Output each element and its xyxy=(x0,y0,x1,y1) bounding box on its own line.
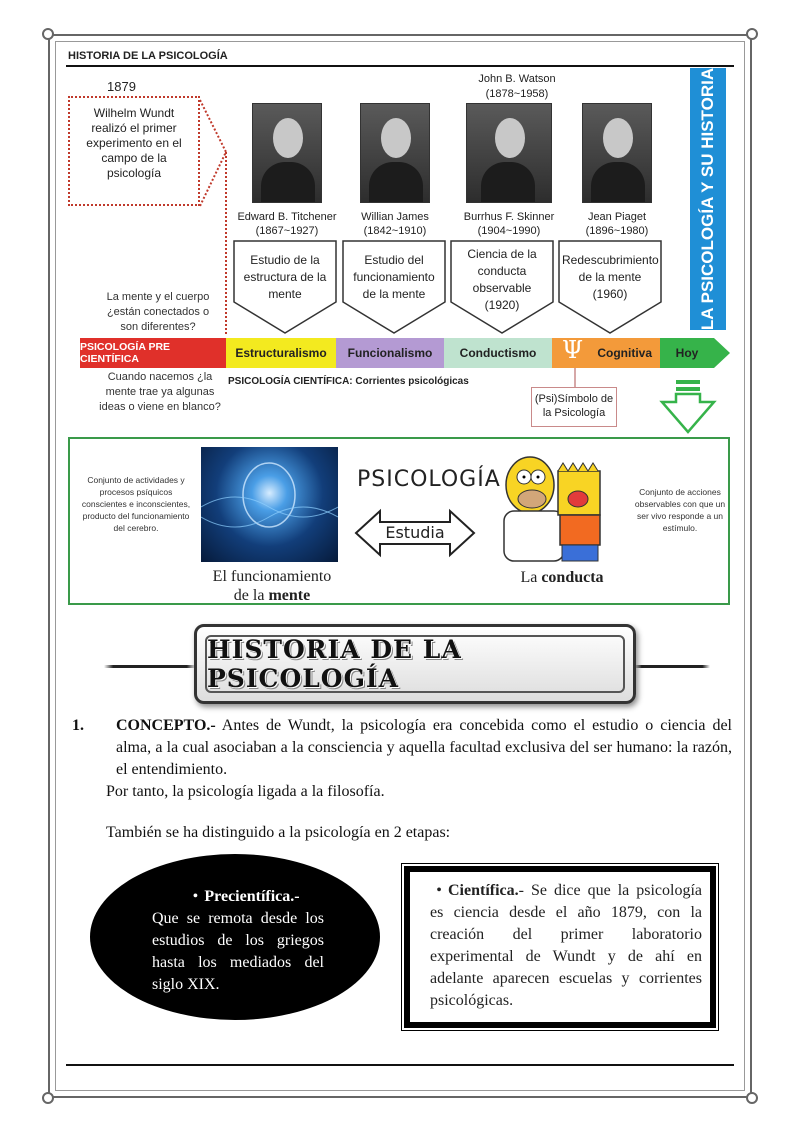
corner-ornament xyxy=(42,1092,54,1104)
wundt-callout xyxy=(68,96,200,206)
homer-bart-illustration xyxy=(486,447,622,565)
wundt-line: Wilhelm Wundt xyxy=(93,106,175,120)
precientifica-content xyxy=(152,886,324,996)
pentagon-card xyxy=(558,240,662,334)
cientifica-title: Científica. xyxy=(448,882,519,899)
psi-icon: Ψ xyxy=(562,336,584,364)
psi-caption: (Psi)Símbolo de la Psicología xyxy=(531,387,617,427)
item-number: 1. xyxy=(72,717,84,734)
watson-name: John B. Watson xyxy=(478,73,556,85)
portrait-caption xyxy=(232,210,342,238)
mente-label xyxy=(205,567,339,605)
portrait-years: (1867~1927) xyxy=(255,225,319,237)
skinner-portrait xyxy=(466,103,552,203)
concept-paragraph xyxy=(72,715,732,781)
titchener-portrait xyxy=(252,103,322,203)
vertical-banner xyxy=(690,68,726,330)
pentagon-card xyxy=(342,240,446,334)
banner-rule-left xyxy=(104,665,196,668)
conducta-definition: Conjunto de acciones observables con que un ser vivo responde a un estímulo. xyxy=(634,487,726,533)
portrait-years: (1842~1910) xyxy=(363,225,427,237)
portrait-name: Edward B. Titchener xyxy=(237,211,337,223)
watson-label xyxy=(462,72,572,102)
conducta-label-text: La xyxy=(520,569,538,586)
timeline-cognitiva xyxy=(552,338,660,368)
bullet-icon: • xyxy=(192,888,199,905)
wundt-line: experimento en el xyxy=(86,136,182,150)
bullet-icon: • xyxy=(436,882,442,899)
section-title-banner xyxy=(194,624,636,704)
down-arrow-icon xyxy=(658,378,718,436)
portrait-caption xyxy=(562,210,672,238)
precientifica-ellipse xyxy=(90,854,380,1020)
psi-connector xyxy=(570,368,580,388)
footer-rule xyxy=(66,1064,734,1066)
question-top: La mente y el cuerpo ¿están conectados o son diferentes? xyxy=(106,291,210,333)
cientifica-box xyxy=(404,866,716,1028)
running-header: HISTORIA DE LA PSICOLOGÍA xyxy=(68,50,228,62)
brain-illustration xyxy=(201,447,338,562)
timeline-arrow-head xyxy=(714,338,730,368)
estudia-label: Estudia xyxy=(385,523,445,542)
timeline-label: Estructuralismo xyxy=(235,346,327,360)
header-rule xyxy=(66,65,734,67)
timeline-bar xyxy=(80,338,730,368)
corner-ornament xyxy=(746,1092,758,1104)
pentagon-text: Ciencia de la conducta observable (1920) xyxy=(467,247,537,312)
banner-rule-right xyxy=(634,665,710,668)
conducta-label-bold: conducta xyxy=(541,569,604,586)
portrait-name: Willian James xyxy=(361,211,429,223)
pentagon-card xyxy=(450,240,554,334)
mente-label-line: de la xyxy=(233,587,265,604)
psicologia-title: PSICOLOGÍA xyxy=(357,467,501,492)
timeline-label: PSICOLOGÍA PRE CIENTÍFICA xyxy=(80,341,171,365)
timeline-label: Cognitiva xyxy=(597,346,652,360)
timeline-label: Hoy xyxy=(675,346,699,360)
concept-heading: CONCEPTO.- xyxy=(116,717,216,734)
watson-years: (1878~1958) xyxy=(485,88,549,100)
wundt-line: campo de la xyxy=(101,151,167,165)
portrait-years: (1904~1990) xyxy=(477,225,541,237)
pentagon-text: Estudio del funcionamiento de la mente xyxy=(353,253,435,301)
concept-text: Antes de Wundt, la psicología era concebida como el estudio o ciencia del alma, a la cual asociaban a la consciencia y aquella facultad exclusiva del ser humano: la razón, el entendimiento. xyxy=(116,717,732,778)
cientifica-text: - Se dice que la psicología es ciencia desde el año 1879, con la creación del primer laboratorio experimental de Wundt y de ahí en adelante aparecen escuelas y corrientes psicológicas. xyxy=(430,882,702,1009)
portrait-name: Jean Piaget xyxy=(587,211,647,223)
piaget-portrait xyxy=(582,103,652,203)
portrait-caption xyxy=(340,210,450,238)
corner-ornament xyxy=(746,28,758,40)
mente-label-line: El funcionamiento xyxy=(212,568,332,585)
pentagon-text: Redescubrimiento de la mente (1960) xyxy=(562,253,659,301)
pentagon-card xyxy=(233,240,337,334)
pentagon-text: Estudio de la estructura de la mente xyxy=(243,253,327,301)
cientifica-content xyxy=(430,880,702,1012)
portrait-name: Burrhus F. Skinner xyxy=(463,211,555,223)
wundt-year: 1879 xyxy=(107,79,136,94)
timeline-hoy xyxy=(660,338,714,368)
corner-ornament xyxy=(42,28,54,40)
stages-intro: También se ha distinguido a la psicología en 2 etapas: xyxy=(106,824,451,841)
mente-label-bold: mente xyxy=(268,587,311,604)
vertical-banner-text: LA PSICOLOGÍA Y SU HISTORIA xyxy=(698,67,717,331)
section-title: HISTORIA DE LA PSICOLOGÍA xyxy=(205,635,625,693)
timeline-label: Funcionalismo xyxy=(347,346,433,360)
timeline-label: Conductismo xyxy=(459,346,537,360)
james-portrait xyxy=(360,103,430,203)
timeline-funcionalismo xyxy=(336,338,444,368)
cientifica-label: PSICOLOGÍA CIENTÍFICA: Corrientes psicológicas xyxy=(228,376,469,387)
question-bottom: Cuando nacemos ¿la mente trae ya algunas ideas o viene en blanco? xyxy=(99,371,221,413)
precientifica-text: Que se remota desde los estudios de los griegos hasta los mediados del siglo XIX. xyxy=(152,910,324,993)
timeline-estructuralismo xyxy=(226,338,336,368)
timeline-conductismo xyxy=(444,338,552,368)
wundt-line: realizó el primer xyxy=(91,121,177,135)
precientifica-title: Precientífica.- xyxy=(204,888,300,905)
conducta-label xyxy=(512,568,612,587)
portrait-years: (1896~1980) xyxy=(585,225,649,237)
mente-definition: Conjunto de actividades y procesos psíquicos conscientes e inconscientes, producto del funcionamiento del cerebro. xyxy=(81,475,191,533)
timeline-precientifica xyxy=(80,338,226,368)
wundt-line: psicología xyxy=(106,166,162,180)
philosophy-line: Por tanto, la psicología ligada a la filosofía. xyxy=(106,783,385,800)
portrait-caption xyxy=(454,210,564,238)
